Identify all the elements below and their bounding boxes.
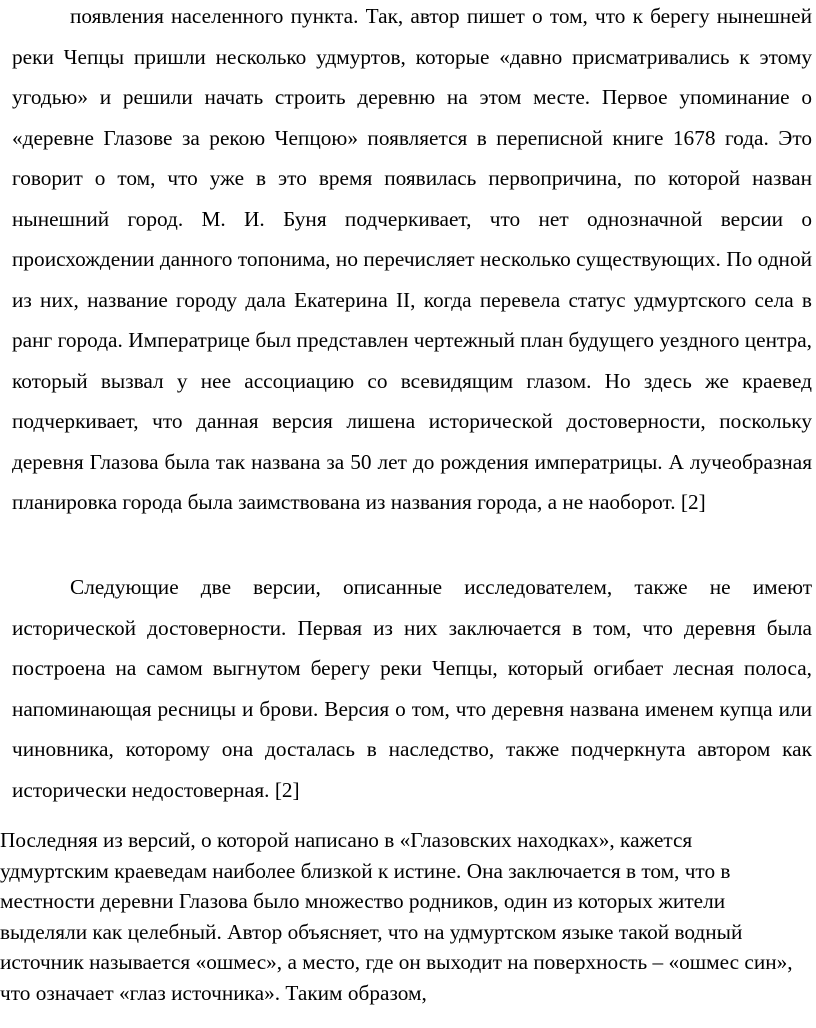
paragraph-text: появления населенного пункта. Так, автор пишет о том, что к берегу нынешней реки Чепцы пришли несколько удмуртов, которые «давно присматривались к этому угодью» и решили начать строить деревню на этом месте. Первое упоминание о «деревне Глазове за рекою Чепцою» появляется в переписной книге 1678 года. Это говорит о том, что уже в это время появилась первопричина, по которой назван нынешний город. М. И. Буня подчеркивает, что нет однозначной версии о происхождении данного топонима, но перечисляет несколько существующих. По одной из них, название городу дала Екатерина II, когда перевела статус удмуртского села в ранг города. Императрице был представлен чертежный план будущего уездного центра, который вызвал у нее ассоциацию со всевидящим глазом. Но здесь же краевед подчеркивает, что данная версия лишена исторической достоверности, поскольку деревня Глазова была так названа за 50 лет до рождения императрицы. А лучеобразная планировка города была заимствована из названия города, а не наоборот. [2]: [12, 4, 812, 514]
paragraph-glazov-origin: [12, 0, 812, 523]
paragraph-other-versions: [12, 567, 812, 810]
paragraph-text: Следующие две версии, описанные исследователем, также не имеют исторической достоверности. Первая из них заключается в том, что деревня была построена на самом выгнутом берегу реки Чепцы, который огибает лесная полоса, напоминающая ресницы и брови. Версия о том, что деревня названа именем купца или чиновника, которому она досталась в наследство, также подчеркнута автором как исторически недостоверная. [2]: [12, 575, 812, 802]
paragraph-last-version: Последняя из версий, о которой написано в «Глазовских находках», кажется удмуртским краеведам наиболее близкой к истине. Она заключается в том, что в местности деревни Глазова было множество родников, один из которых жители выделяли как целебный. Автор объясняет, что на удмуртском языке такой водный источник называется «ошмес», а место, где он выходит на поверхность – «ошмес син», что означает «глаз источника». Таким образом,: [0, 828, 793, 1005]
